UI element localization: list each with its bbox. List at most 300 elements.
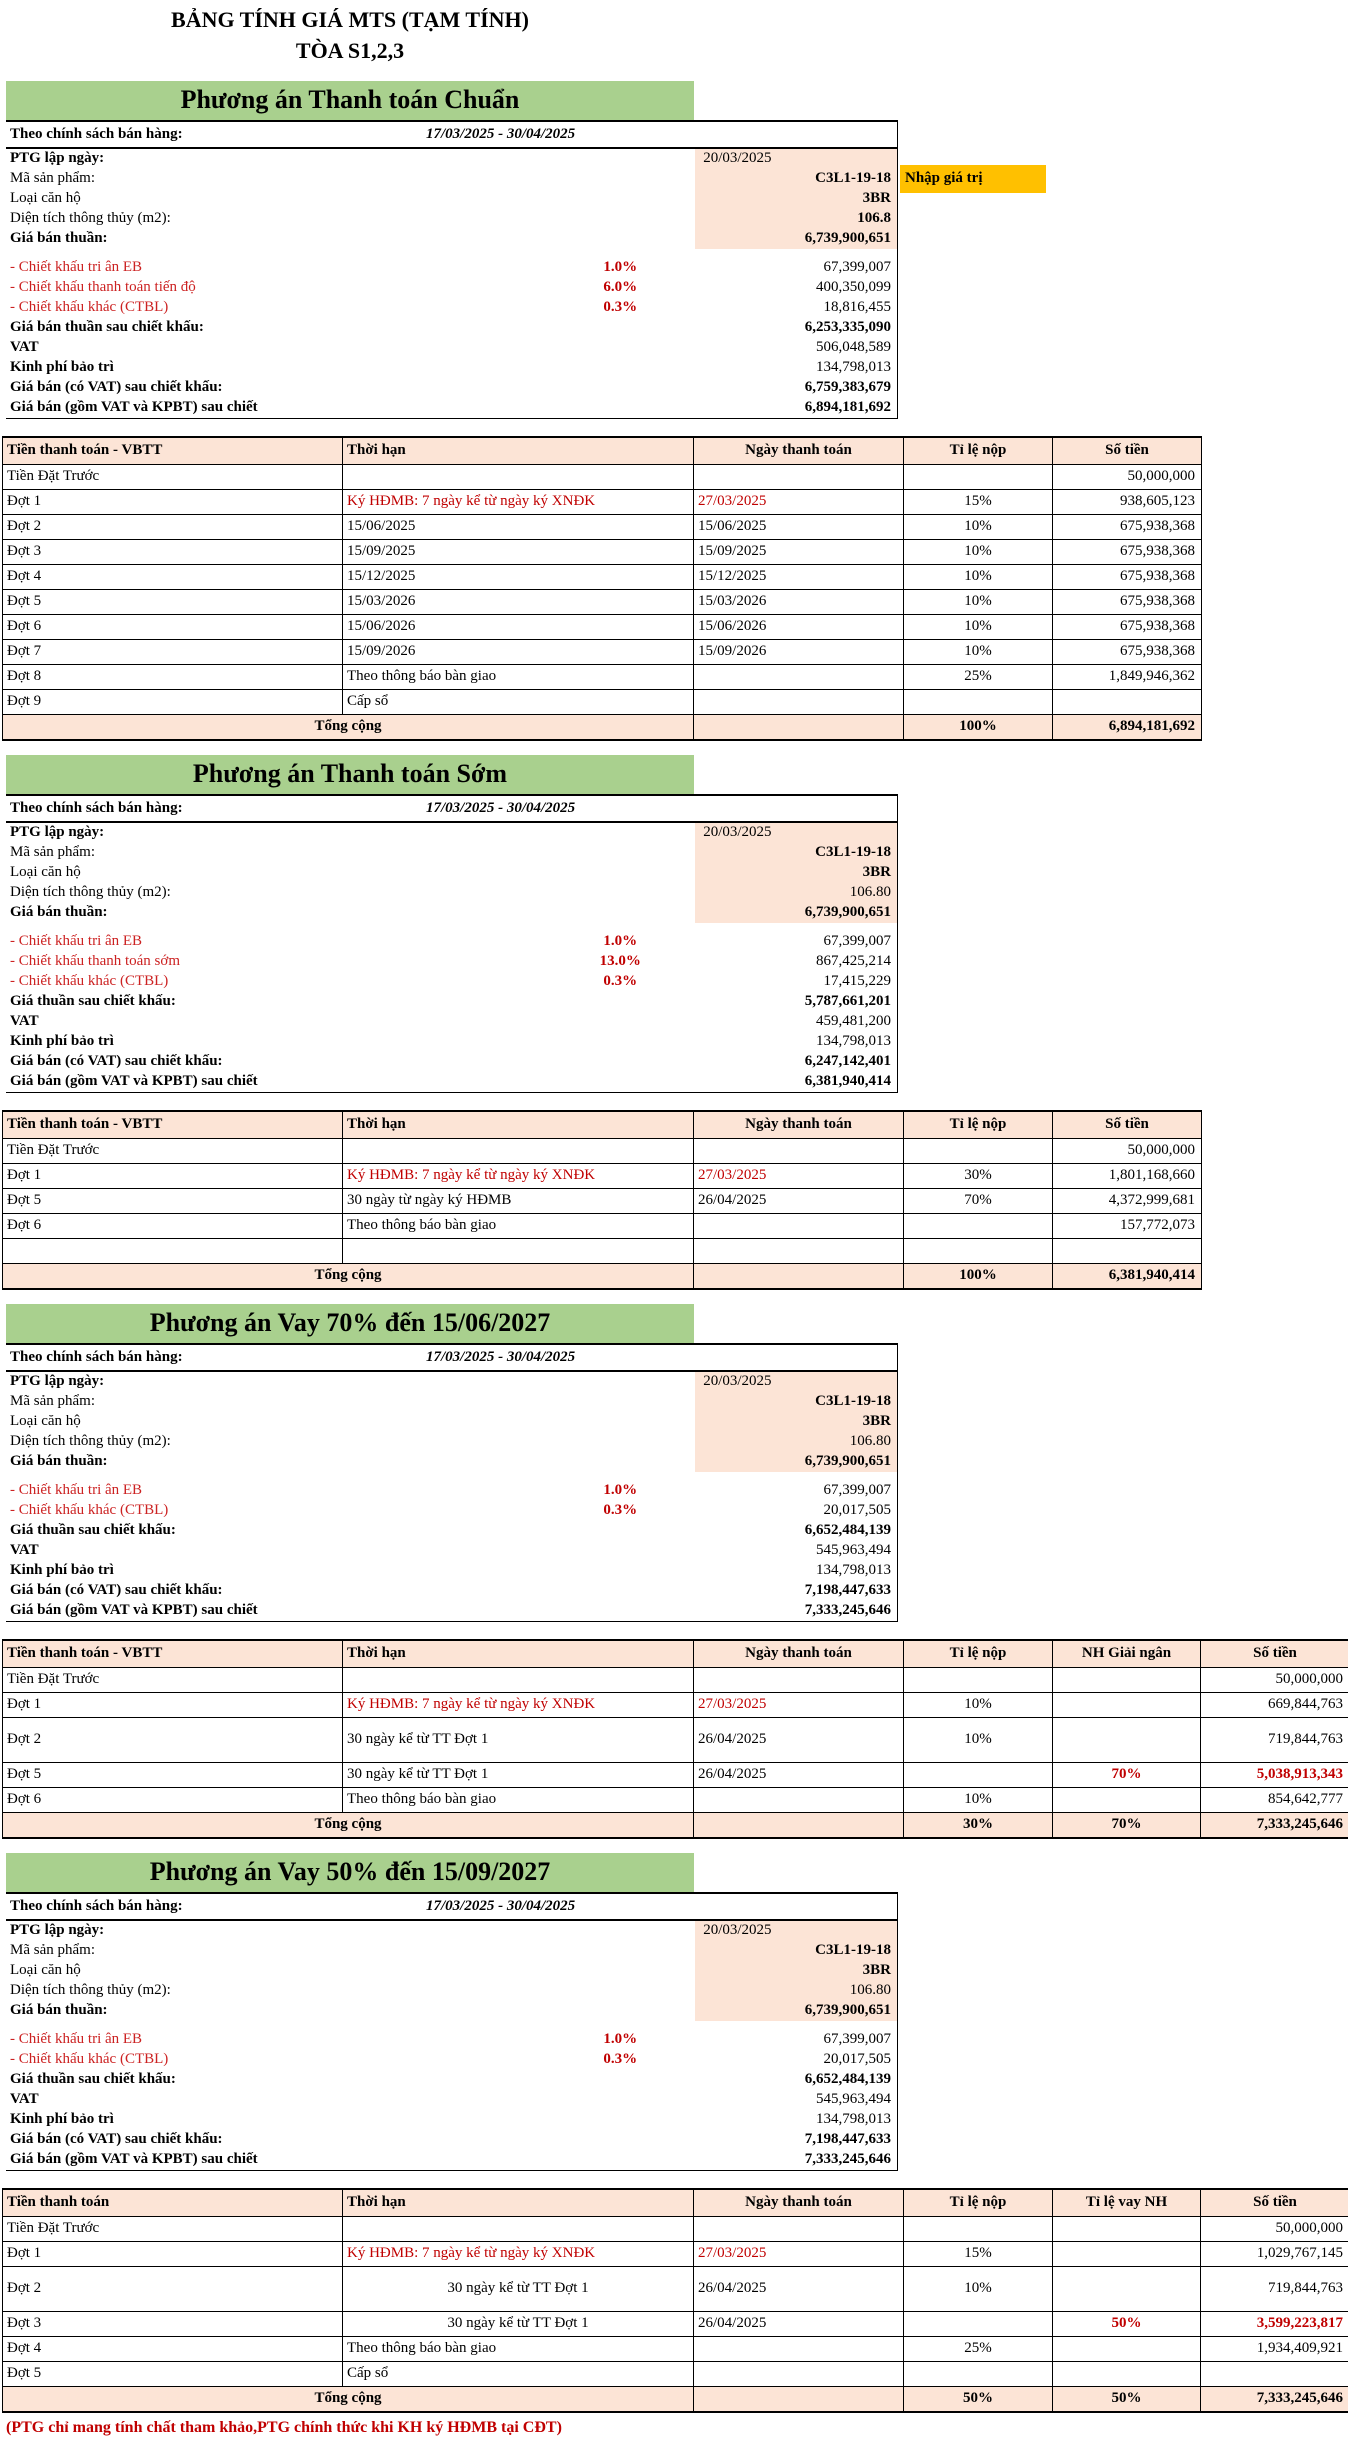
info-row — [6, 2001, 897, 2021]
info-value: 67,399,007 — [823, 2031, 891, 2048]
policy-period: 17/03/2025 - 30/04/2025 — [426, 799, 576, 816]
info-label: Giá bán thuần: — [10, 1453, 108, 1470]
discount-percent — [545, 1961, 695, 1981]
discount-percent: 0.3% — [603, 1502, 638, 1519]
info-row — [6, 1432, 897, 1452]
discount-percent: 0.3% — [603, 2051, 638, 2068]
info-value: 867,425,214 — [816, 953, 891, 970]
info-row — [6, 398, 897, 418]
info-value: 20,017,505 — [823, 2051, 891, 2068]
payment-table — [2, 1110, 1202, 1290]
column-header: Tỉ lệ nộp — [904, 438, 1053, 464]
section-1 — [0, 81, 1348, 741]
table-cell — [694, 2362, 904, 2386]
info-label: Giá thuần sau chiết khấu: — [10, 1522, 176, 1539]
table-cell — [343, 1668, 694, 1692]
total-label: Tổng cộng — [3, 715, 694, 739]
info-value: 6,247,142,401 — [804, 1053, 891, 1070]
info-label: Diện tích thông thủy (m2): — [10, 210, 171, 227]
discount-percent — [545, 1541, 695, 1561]
table-cell: 27/03/2025 — [694, 1693, 904, 1717]
info-row — [6, 358, 897, 378]
discount-percent — [545, 1981, 695, 2001]
table-header-row — [3, 438, 1201, 465]
column-header: Tỉ lệ nộp — [904, 1641, 1053, 1667]
discount-percent — [545, 378, 695, 398]
table-cell: 669,844,763 — [1268, 1696, 1343, 1713]
info-row — [6, 1032, 897, 1052]
table-cell: Đợt 1 — [3, 2242, 343, 2266]
info-value: 134,798,013 — [816, 2111, 891, 2128]
info-label: - Chiết khấu tri ân EB — [10, 2031, 143, 2048]
info-row — [6, 843, 897, 863]
discount-percent — [545, 1601, 695, 1621]
table-row — [3, 2312, 1348, 2337]
info-row — [6, 2030, 897, 2050]
table-cell: Đợt 6 — [3, 1788, 343, 1812]
info-row — [6, 2130, 897, 2150]
table-cell: 1,029,767,145 — [1256, 2245, 1343, 2262]
table-cell — [904, 1668, 1053, 1692]
info-row — [6, 823, 897, 843]
table-cell: 1,934,409,921 — [1256, 2340, 1343, 2357]
info-row — [6, 1412, 897, 1432]
column-header: Thời hạn — [343, 1641, 694, 1667]
table-cell — [343, 1139, 694, 1163]
table-cell: Đợt 1 — [3, 1164, 343, 1188]
table-cell: 50% — [1053, 2312, 1201, 2336]
table-cell: 675,938,368 — [1120, 618, 1195, 635]
info-row — [6, 318, 897, 338]
info-row — [6, 1521, 897, 1541]
table-cell: 719,844,763 — [1268, 2280, 1343, 2297]
info-value: 459,481,200 — [816, 1013, 891, 1030]
table-cell: 10% — [904, 2267, 1053, 2311]
table-cell: 15/12/2025 — [694, 565, 904, 589]
table-cell: Đợt 5 — [3, 2362, 343, 2386]
info-label: Mã sản phẩm: — [10, 1393, 95, 1410]
info-label: - Chiết khấu khác (CTBL) — [10, 973, 169, 990]
table-cell: Đợt 5 — [3, 1763, 343, 1787]
table-row — [3, 540, 1201, 565]
info-label: Giá thuần sau chiết khấu: — [10, 2071, 176, 2088]
column-header: Thời hạn — [343, 1112, 694, 1138]
total-label: Tổng cộng — [3, 1813, 694, 1837]
table-cell: 15/03/2026 — [343, 590, 694, 614]
table-row — [3, 1788, 1348, 1813]
table-cell: 10% — [904, 590, 1053, 614]
table-cell: 1,849,946,362 — [1108, 668, 1195, 685]
info-label: - Chiết khấu khác (CTBL) — [10, 299, 169, 316]
table-cell — [1053, 2362, 1201, 2386]
info-value: 67,399,007 — [823, 259, 891, 276]
info-value: 3BR — [695, 1412, 897, 1432]
table-cell — [904, 1763, 1053, 1787]
info-label: - Chiết khấu tri ân EB — [10, 259, 143, 276]
table-cell: Ký HĐMB: 7 ngày kể từ ngày ký XNĐK — [343, 1693, 694, 1717]
info-label: - Chiết khấu thanh toán tiến độ — [10, 279, 196, 296]
column-header: Tiền thanh toán — [3, 2190, 343, 2216]
info-row — [6, 1581, 897, 1601]
info-row — [6, 2050, 897, 2070]
table-cell — [1053, 2267, 1201, 2311]
table-cell: 10% — [904, 565, 1053, 589]
table-cell: 15/06/2025 — [694, 515, 904, 539]
total-label: Tổng cộng — [3, 2387, 694, 2411]
table-cell — [904, 1239, 1053, 1263]
table-row — [3, 2267, 1348, 2312]
info-row — [6, 1941, 897, 1961]
table-cell — [1053, 2217, 1201, 2241]
table-cell: Tiền Đặt Trước — [3, 2217, 343, 2241]
info-row — [6, 863, 897, 883]
column-header: Số tiền — [1253, 2194, 1297, 2211]
table-row — [3, 1718, 1348, 1763]
total-cell: 7,333,245,646 — [1256, 1816, 1343, 1833]
discount-percent — [545, 1032, 695, 1052]
info-label: Mã sản phẩm: — [10, 844, 95, 861]
table-cell — [343, 465, 694, 489]
info-label: Loại căn hộ — [10, 864, 81, 881]
info-label: Giá bán thuần sau chiết khấu: — [10, 319, 204, 336]
section-heading: Phương án Thanh toán Sớm — [6, 755, 694, 794]
info-value: 106.8 — [695, 209, 897, 229]
table-cell: 50,000,000 — [1275, 1671, 1343, 1688]
table-cell — [694, 2337, 904, 2361]
info-label: Giá bán (có VAT) sau chiết khấu: — [10, 1053, 223, 1070]
info-value: 17,415,229 — [823, 973, 891, 990]
info-value: 6,652,484,139 — [804, 2071, 891, 2088]
discount-percent — [545, 823, 695, 843]
table-cell: Đợt 6 — [3, 1214, 343, 1238]
table-cell: Đợt 9 — [3, 690, 343, 714]
total-cell — [694, 715, 904, 739]
table-row — [3, 1214, 1201, 1239]
table-cell: 157,772,073 — [1120, 1217, 1195, 1234]
info-label: Diện tích thông thủy (m2): — [10, 1982, 171, 1999]
info-label: Giá bán thuần: — [10, 230, 108, 247]
table-cell: 15% — [904, 2242, 1053, 2266]
column-header: Thời hạn — [343, 2190, 694, 2216]
table-cell: 3,599,223,817 — [1256, 2315, 1343, 2332]
table-cell: Đợt 4 — [3, 565, 343, 589]
info-label: Loại căn hộ — [10, 1413, 81, 1430]
table-cell — [694, 1214, 904, 1238]
policy-label: Theo chính sách bán hàng: — [10, 799, 183, 816]
input-prompt-cell[interactable]: Nhập giá trị — [900, 165, 1046, 193]
info-value: 18,816,455 — [823, 299, 891, 316]
table-cell: 26/04/2025 — [694, 1763, 904, 1787]
table-cell — [1053, 1718, 1201, 1762]
column-header: Ngày thanh toán — [694, 438, 904, 464]
info-value: 6,652,484,139 — [804, 1522, 891, 1539]
info-label: VAT — [10, 339, 39, 356]
total-cell: 50% — [904, 2387, 1053, 2411]
table-cell: 1,801,168,660 — [1108, 1167, 1195, 1184]
table-cell: 719,844,763 — [1268, 1731, 1343, 1748]
table-cell — [1053, 2337, 1201, 2361]
discount-percent — [545, 1521, 695, 1541]
info-value: 106.80 — [695, 1432, 897, 1452]
info-row — [6, 883, 897, 903]
info-value: 20,017,505 — [823, 1502, 891, 1519]
info-label: PTG lập ngày: — [10, 150, 105, 167]
table-cell: 675,938,368 — [1120, 568, 1195, 585]
table-row — [3, 515, 1201, 540]
info-value: 20/03/2025 — [695, 149, 897, 169]
discount-percent — [545, 2130, 695, 2150]
table-row — [3, 590, 1201, 615]
table-cell — [343, 1239, 694, 1263]
discount-percent — [545, 189, 695, 209]
total-cell: 100% — [904, 1264, 1053, 1288]
info-label: Giá bán (gồm VAT và KPBT) sau chiết — [10, 1073, 258, 1090]
discount-percent — [545, 2150, 695, 2170]
discount-percent: 1.0% — [603, 259, 638, 276]
table-cell: 30 ngày kể từ TT Đợt 1 — [343, 1763, 694, 1787]
table-row — [3, 465, 1201, 490]
table-cell: Đợt 2 — [3, 1718, 343, 1762]
table-cell: Tiền Đặt Trước — [3, 1668, 343, 1692]
column-header: Ngày thanh toán — [694, 2190, 904, 2216]
info-row — [6, 1921, 897, 1941]
table-cell: 26/04/2025 — [694, 1189, 904, 1213]
discount-percent — [545, 1432, 695, 1452]
info-row — [6, 932, 897, 952]
info-label: VAT — [10, 2091, 39, 2108]
info-value: 400,350,099 — [816, 279, 891, 296]
table-row — [3, 615, 1201, 640]
column-header: Tỉ lệ nộp — [904, 1112, 1053, 1138]
table-cell: 10% — [904, 615, 1053, 639]
table-cell: 26/04/2025 — [694, 1718, 904, 1762]
table-cell: 10% — [904, 540, 1053, 564]
info-value: 20/03/2025 — [695, 823, 897, 843]
info-box — [6, 120, 983, 419]
discount-percent — [545, 1581, 695, 1601]
page-title — [0, 0, 700, 67]
info-value: 3BR — [695, 189, 897, 209]
info-row — [6, 952, 897, 972]
info-value: 7,198,447,633 — [804, 1582, 891, 1599]
total-cell: 100% — [904, 715, 1053, 739]
discount-percent — [545, 903, 695, 923]
table-cell: 15/06/2026 — [694, 615, 904, 639]
table-cell: Tiền Đặt Trước — [3, 465, 343, 489]
info-row — [6, 2150, 897, 2170]
table-cell: Ký HĐMB: 7 ngày kể từ ngày ký XNĐK — [343, 490, 694, 514]
table-cell: 675,938,368 — [1120, 593, 1195, 610]
info-label: - Chiết khấu tri ân EB — [10, 1482, 143, 1499]
discount-percent — [545, 358, 695, 378]
table-cell: 10% — [904, 1718, 1053, 1762]
info-value: 20/03/2025 — [695, 1372, 897, 1392]
table-cell: Đợt 2 — [3, 515, 343, 539]
info-row — [6, 992, 897, 1012]
table-cell: 25% — [904, 665, 1053, 689]
info-row — [6, 149, 897, 169]
table-row — [3, 1189, 1201, 1214]
table-total-row — [3, 1813, 1348, 1838]
info-value: 545,963,494 — [816, 2091, 891, 2108]
table-row — [3, 1139, 1201, 1164]
table-row — [3, 1763, 1348, 1788]
table-row — [3, 640, 1201, 665]
table-header-row — [3, 1112, 1201, 1139]
table-cell: 15/09/2026 — [343, 640, 694, 664]
table-cell — [694, 1788, 904, 1812]
table-cell: 10% — [904, 1788, 1053, 1812]
table-row — [3, 565, 1201, 590]
table-cell: Đợt 8 — [3, 665, 343, 689]
info-label: Giá bán (có VAT) sau chiết khấu: — [10, 1582, 223, 1599]
table-cell: Ký HĐMB: 7 ngày kể từ ngày ký XNĐK — [343, 2242, 694, 2266]
info-row — [6, 278, 897, 298]
table-row — [3, 1693, 1348, 1718]
payment-table — [2, 436, 1202, 741]
info-row — [6, 1452, 897, 1472]
total-cell: 50% — [1053, 2387, 1201, 2411]
table-cell: 10% — [904, 1693, 1053, 1717]
table-cell: Đợt 1 — [3, 490, 343, 514]
policy-row — [6, 794, 897, 823]
table-cell: 10% — [904, 515, 1053, 539]
discount-percent — [545, 883, 695, 903]
table-cell: 10% — [904, 640, 1053, 664]
info-box — [6, 1892, 898, 2171]
column-header: Số tiền — [1105, 1116, 1149, 1133]
table-cell: Ký HĐMB: 7 ngày kể từ ngày ký XNĐK — [343, 1164, 694, 1188]
info-row — [6, 229, 897, 249]
discount-percent: 0.3% — [603, 973, 638, 990]
table-row — [3, 690, 1201, 715]
info-row — [6, 1392, 897, 1412]
info-row — [6, 1052, 897, 1072]
info-value: 106.80 — [695, 1981, 897, 2001]
column-header: Ngày thanh toán — [694, 1641, 904, 1667]
table-cell: 25% — [904, 2337, 1053, 2361]
discount-percent: 6.0% — [603, 279, 638, 296]
discount-percent — [545, 1921, 695, 1941]
info-label: Giá bán (gồm VAT và KPBT) sau chiết — [10, 399, 258, 416]
info-label: Loại căn hộ — [10, 190, 81, 207]
total-cell: 6,894,181,692 — [1108, 718, 1195, 735]
table-row — [3, 1668, 1348, 1693]
table-cell: 26/04/2025 — [694, 2312, 904, 2336]
payment-table — [2, 1639, 1348, 1839]
table-cell — [904, 1139, 1053, 1163]
info-row — [6, 1481, 897, 1501]
table-cell: Theo thông báo bàn giao — [343, 665, 694, 689]
table-cell: 30% — [904, 1164, 1053, 1188]
info-row — [6, 2090, 897, 2110]
info-value: C3L1-19-18 — [695, 843, 897, 863]
info-label: VAT — [10, 1542, 39, 1559]
info-box — [6, 794, 898, 1093]
policy-label: Theo chính sách bán hàng: — [10, 1897, 183, 1914]
total-cell — [694, 1813, 904, 1837]
payment-table — [2, 2188, 1348, 2413]
table-header-row — [3, 1641, 1348, 1668]
table-cell: 15/09/2026 — [694, 640, 904, 664]
policy-period: 17/03/2025 - 30/04/2025 — [426, 1897, 576, 1914]
table-total-row — [3, 1264, 1201, 1289]
section-4 — [0, 1853, 1348, 2413]
info-label: Giá bán (gồm VAT và KPBT) sau chiết — [10, 1602, 258, 1619]
discount-percent — [545, 2070, 695, 2090]
table-cell: Đợt 3 — [3, 540, 343, 564]
table-cell: 27/03/2025 — [694, 1164, 904, 1188]
total-cell — [694, 1264, 904, 1288]
table-cell — [694, 2217, 904, 2241]
total-cell: 70% — [1053, 1813, 1201, 1837]
table-cell — [1053, 1239, 1201, 1263]
column-header: Tiền thanh toán - VBTT — [3, 1641, 343, 1667]
info-value: 67,399,007 — [823, 933, 891, 950]
info-row — [6, 1072, 897, 1092]
discount-percent: 1.0% — [603, 2031, 638, 2048]
table-cell — [904, 465, 1053, 489]
table-cell — [904, 2362, 1053, 2386]
table-cell — [904, 2312, 1053, 2336]
discount-percent — [545, 169, 695, 189]
table-cell — [1053, 1693, 1201, 1717]
table-cell — [1053, 690, 1201, 714]
footer-disclaimer: (PTG chỉ mang tính chất tham khảo,PTG chính thức khi KH ký HĐMB tại CĐT) — [6, 2418, 562, 2436]
info-row — [6, 972, 897, 992]
info-label: - Chiết khấu thanh toán sớm — [10, 953, 180, 970]
discount-percent — [545, 1412, 695, 1432]
policy-label: Theo chính sách bán hàng: — [10, 125, 183, 142]
table-cell: Đợt 7 — [3, 640, 343, 664]
discount-percent: 1.0% — [603, 1482, 638, 1499]
discount-percent — [545, 1561, 695, 1581]
info-value: 5,787,661,201 — [804, 993, 891, 1010]
table-cell: Tiền Đặt Trước — [3, 1139, 343, 1163]
discount-percent: 0.3% — [603, 299, 638, 316]
table-cell: 15/06/2026 — [343, 615, 694, 639]
table-cell: 15/09/2025 — [343, 540, 694, 564]
section-heading: Phương án Vay 70% đến 15/06/2027 — [6, 1304, 694, 1343]
discount-percent — [545, 1072, 695, 1092]
info-label: Mã sản phẩm: — [10, 1942, 95, 1959]
discount-percent — [545, 318, 695, 338]
discount-percent — [545, 338, 695, 358]
info-label: Kinh phí bảo trì — [10, 2111, 114, 2128]
discount-percent — [545, 992, 695, 1012]
page-title-line2: TÒA S1,2,3 — [295, 37, 405, 63]
table-row — [3, 2217, 1348, 2242]
column-header: Số tiền — [1253, 1645, 1297, 1662]
column-header: NH Giải ngân — [1053, 1641, 1201, 1667]
info-label: - Chiết khấu khác (CTBL) — [10, 1502, 169, 1519]
table-cell: 27/03/2025 — [694, 2242, 904, 2266]
info-row — [6, 189, 897, 209]
table-cell: Đợt 4 — [3, 2337, 343, 2361]
info-row — [6, 1601, 897, 1621]
info-value: 67,399,007 — [823, 1482, 891, 1499]
info-value: 6,759,383,679 — [804, 379, 891, 396]
info-label: Giá bán (có VAT) sau chiết khấu: — [10, 379, 223, 396]
policy-period: 17/03/2025 - 30/04/2025 — [426, 1348, 576, 1365]
policy-row — [6, 1343, 897, 1372]
info-row — [6, 2110, 897, 2130]
discount-percent — [545, 1372, 695, 1392]
table-cell — [3, 1239, 343, 1263]
discount-percent: 1.0% — [603, 933, 638, 950]
column-header: Tiền thanh toán - VBTT — [3, 438, 343, 464]
table-header-row — [3, 2190, 1348, 2217]
